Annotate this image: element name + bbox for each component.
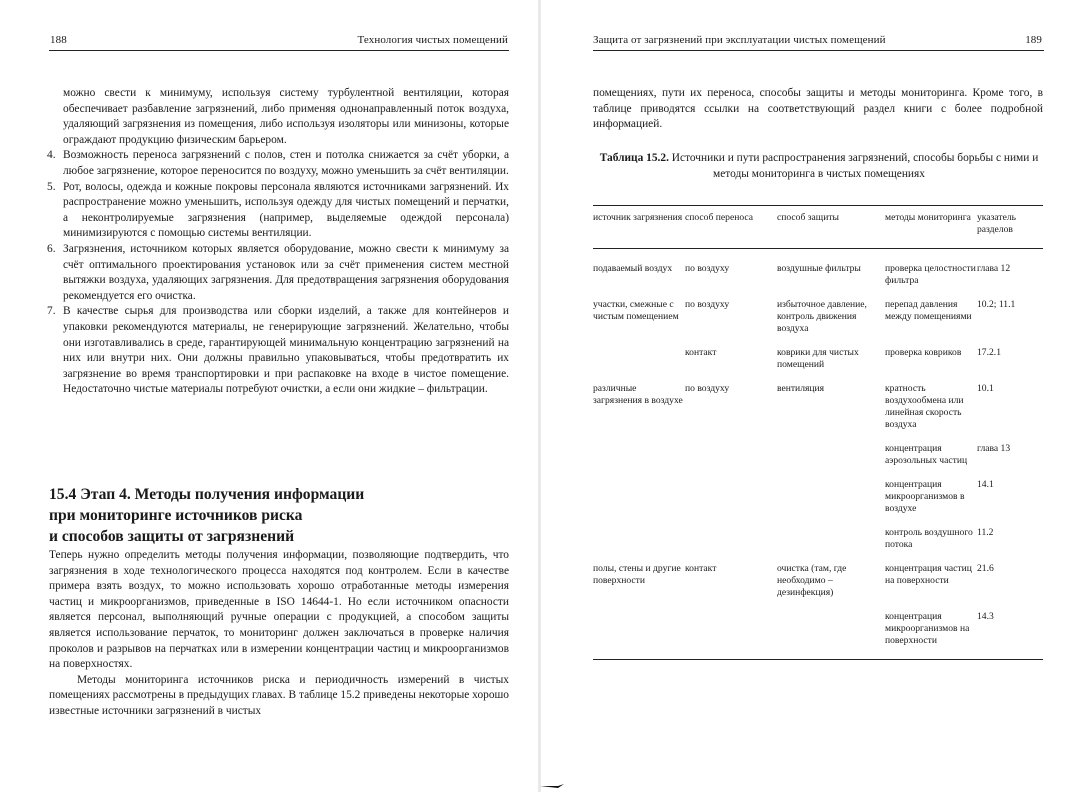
table-caption-label: Таблица 15.2. [599, 152, 669, 164]
table-cell: перепад давления между помещениями [885, 299, 972, 322]
table-row [593, 563, 1043, 611]
table-cell [593, 443, 685, 479]
table-cell: контакт [685, 563, 717, 574]
header-rule-right [593, 50, 1044, 51]
list-item: 5. Рот, волосы, одежда и кожные покровы персонала являются источниками загрязнений. Их распространение можно уменьшить, используя одежду для чистых помещений и перчатки, а неконтролируемые загрязнения (например, выделяемые одеждой персонала) минимизируются с помощью системы вентиляции. [47, 180, 509, 240]
table-row [593, 249, 1043, 300]
table-cell [685, 611, 777, 660]
column-header: способ переноса [685, 212, 754, 223]
table-row [593, 383, 1043, 443]
table-cell: концентрация микроорганизмов в воздухе [885, 479, 965, 514]
table-row [593, 611, 1043, 660]
list-item: 7. В качестве сырья для производства или сборки изделий, а также для контейнеров и упаковки рекомендуются материалы, не генерирующие загрязнений. Желательно, чтобы они изготавливались в среде, гарантирующей минимальную концентрацию загрязнений на них или внутри них. Они должны правильно упаковываться, чтобы предотвратить их загрязнение во время транспортировки и при распаковке на входе в чистое помещение. Недостаточно чистые материалы потребуют очистки, а если они жидкие – фильтрации. [47, 305, 509, 396]
table-cell [593, 479, 685, 527]
table-cell: 17.2.1 [977, 347, 1001, 358]
table-cell: проверка целостности фильтра [885, 263, 976, 286]
table-cell: по воздуху [685, 299, 730, 310]
table-cell [777, 479, 885, 527]
table-cell: 10.2; 11.1 [977, 299, 1016, 310]
table-cell: воздушные фильтры [777, 263, 861, 274]
table-cell: концентрация микроорганизмов на поверхности [885, 611, 970, 646]
table-row [593, 443, 1043, 479]
table-cell: глава 13 [977, 443, 1011, 454]
paragraph: помещениях, пути их переноса, способы защиты и методы мониторинга. Кроме того, в таблице приводятся ссылки на соответствующий раздел книги с более подробной информацией. [593, 87, 1043, 131]
table-cell [593, 611, 685, 660]
table-cell: коврики для чистых помещений [777, 347, 859, 370]
table-header-row [593, 206, 1043, 249]
table-row [593, 347, 1043, 383]
table-cell: подаваемый воздух [593, 263, 673, 274]
table-cell: 11.2 [977, 527, 994, 538]
table-cell [777, 527, 885, 563]
section-heading: 15.4 Этап 4. Методы получения информации при мониторинге источников риска и способов защиты от загрязнений [49, 486, 365, 545]
contamination-sources-table [593, 205, 1043, 660]
table-cell [593, 347, 685, 383]
table-cell: различные загрязнения в воздухе [593, 383, 683, 406]
table-cell [593, 527, 685, 563]
table-cell: по воздуху [685, 383, 730, 394]
table-cell [685, 443, 777, 479]
page-number-right: 189 [1025, 34, 1042, 46]
table-cell: концентрация аэрозольных частиц [885, 443, 968, 466]
table-row [593, 479, 1043, 527]
table-cell: 14.1 [977, 479, 994, 490]
table-cell: по воздуху [685, 263, 730, 274]
column-header: способ защиты [777, 212, 839, 223]
table-cell: 10.1 [977, 383, 994, 394]
table-row [593, 527, 1043, 563]
table-caption-text: Источники и пути распространения загрязнений, способы борьбы с ними и методы мониторинга в чистых помещениях [668, 152, 1039, 180]
running-head-right: Защита от загрязнений при эксплуатации чистых помещений [593, 34, 886, 46]
table-cell [777, 443, 885, 479]
table-cell [685, 527, 777, 563]
column-header: указатель разделов [977, 212, 1016, 235]
table-cell: 14.3 [977, 611, 994, 622]
table-cell: участки, смежные с чистым помещением [593, 299, 679, 322]
left-body-top [49, 86, 509, 398]
column-header: методы мониторинга [885, 212, 971, 223]
paragraph: Теперь нужно определить методы получения информации, позволяющие подтвердить, что загрязнения в ходе технологического процесса находятся под контролем. Если в качестве примера взять воздух, то можно использовать хорошо отработанные методы измерения частиц и микроорганизмов, приведенные в ISO 14644-1. Но если источником опасности является персонал, выполняющий ручные операции с продукцией, а способом защиты является использование перчаток, то мониторинг должен заключаться в проверке наличия проколов и разрывов на перчатках или в измерении концентрации частиц и микроорганизмов на поверхностях. [49, 549, 509, 671]
table-cell: очистка (там, где необходимо – дезинфекция) [777, 563, 847, 598]
paragraph: Методы мониторинга источников риска и периодичность измерений в чистых помещениях рассмотрены в предыдущих главах. В таблице 15.2 приведены некоторые хорошо известные источники загрязнений в чистых [49, 673, 509, 717]
running-head-left: Технология чистых помещений [357, 34, 508, 46]
table-cell [685, 479, 777, 527]
table-cell: проверка ковриков [885, 347, 962, 358]
table-cell: контроль воздушного потока [885, 527, 973, 550]
table-cell: концентрация частиц на поверхности [885, 563, 972, 586]
page-number-left: 188 [50, 34, 67, 46]
table-cell: полы, стены и другие поверхности [593, 563, 681, 586]
list-item: 4. Возможность переноса загрязнений с полов, стен и потолка снижается за счёт уборки, а любое загрязнение, которое переносится по воздуху, можно уменьшить за счёт вентиляции. [47, 149, 509, 177]
continued-paragraph: можно свести к минимуму, используя систему турбулентной вентиляции, которая обеспечивает разбавление загрязнений, либо применяя однонаправленный поток воздуха, удаляющий загрязнения из помещения, либо используя изоляторы или минизоны, которые ограждают продукцию физическим барьером. [63, 87, 509, 146]
column-header: источник загрязнения [593, 212, 683, 223]
table-cell: избыточное давление, контроль движения воздуха [777, 299, 867, 334]
table-cell: глава 12 [977, 263, 1011, 274]
header-rule-left [49, 50, 509, 51]
table-cell: контакт [685, 347, 717, 358]
right-body-top [593, 86, 1043, 133]
table-row [593, 299, 1043, 347]
numbered-list [49, 148, 509, 398]
scan-mark-icon [540, 783, 566, 788]
table-caption [597, 150, 1041, 182]
table-cell [777, 611, 885, 660]
table-cell: вентиляция [777, 383, 825, 394]
list-item: 6. Загрязнения, источником которых является оборудование, можно свести к минимуму за счёт оптимального проектирования установок или за счёт применения систем местной вытяжки воздуха, удаляющих загрязнения. Для предотвращения загрязнения оборудования рекомендуется его очистка. [47, 242, 509, 302]
table-cell: 21.6 [977, 563, 994, 574]
left-body-bottom [49, 548, 509, 720]
table-cell: кратность воздухообмена или линейная скорость воздуха [885, 383, 964, 430]
